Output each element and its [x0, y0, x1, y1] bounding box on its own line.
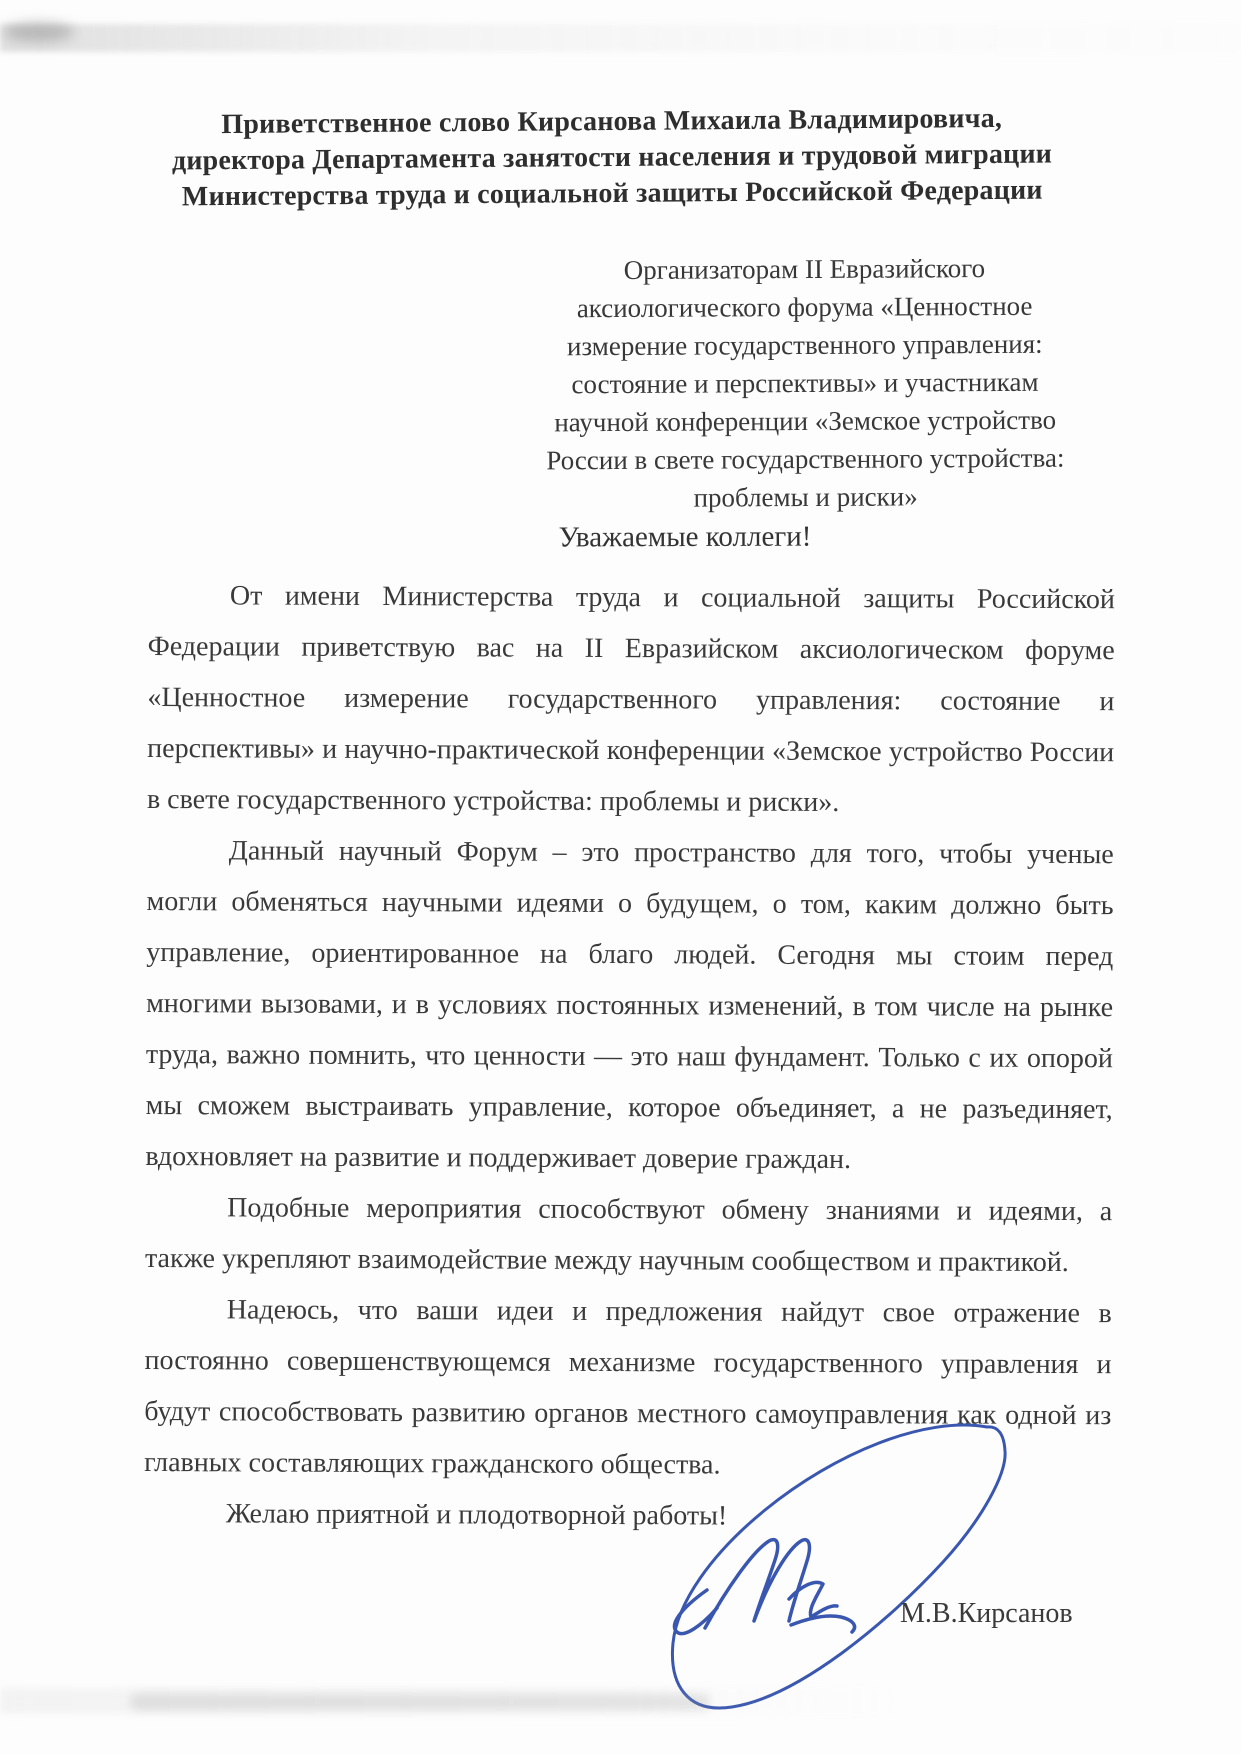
addressee-line-2: аксиологического форума «Ценностное — [576, 290, 1033, 324]
paragraph-4: Надеюсь, что ваши идеи и предложения найдут свое отражение в постоянно совершенствующемся механизме государственного управления и будут способствовать развитию органов местного самоуправления как одной из главных составляющих гражданского общества. — [144, 1294, 1112, 1481]
addressee-line-6: России в свете государственного устройства: — [546, 442, 1065, 476]
paragraph-3: Подобные мероприятия способствуют обмену знаниями и идеями, а также укрепляют взаимодействие между научным сообществом и практикой. — [144, 1192, 1113, 1279]
letter-title — [87, 100, 1138, 216]
scan-artifact-top-band — [0, 24, 1241, 52]
addressee-block — [494, 248, 1115, 517]
title-line-2: директора Департамента занятости населения и трудовой миграции — [171, 138, 1053, 177]
title-line-1: Приветственное слово Кирсанова Михаила Владимировича, — [221, 102, 1003, 141]
paragraph-2: Данный научный Форум – это пространство для того, чтобы ученые могли обменяться научными идеями о будущем, о том, каким должно быть управление, ориентированное на благо людей. Сегодня мы стоим перед многими вызовами, и в условиях постоянных изменений, в том числе на рынке труда, важно помнить, что ценности — это наш фундамент. Только с их опорой мы сможем выстраивать управление, которое объединяет, а не разъединяет, вдохновляет на развитие и поддерживает доверие граждан. — [145, 835, 1114, 1176]
addressee-line-4: состояние и перспективы» и участникам — [571, 366, 1039, 400]
addressee-line-7: проблемы и риски» — [693, 481, 918, 513]
handwritten-signature-icon — [555, 1270, 1025, 1740]
scan-artifact-corner-smudge — [4, 22, 74, 42]
addressee-line-1: Организаторам II Евразийского — [623, 253, 986, 285]
signee-name: М.В.Кирсанов — [900, 1598, 1073, 1629]
addressee-line-3: измерение государственного управления: — [566, 328, 1043, 362]
addressee-line-5: научной конференции «Земское устройство — [554, 404, 1057, 438]
paragraph-1: От имени Министерства труда и социальной защиты Российской Федерации приветствую вас на II Евразийском аксиологическом форуме «Ценностное измерение государственного управления: состояние и перспективы» и научно-практической конференции «Земское устройство России в свете государственного устройства: проблемы и риски». — [146, 580, 1115, 819]
scan-artifact-bottom-band — [130, 1694, 710, 1710]
paragraph-5: Желаю приятной и плодотворной работы! — [225, 1498, 728, 1532]
title-line-3: Министерства труда и социальной защиты Российской Федерации — [181, 174, 1043, 213]
salutation: Уважаемые коллеги! — [558, 520, 812, 554]
